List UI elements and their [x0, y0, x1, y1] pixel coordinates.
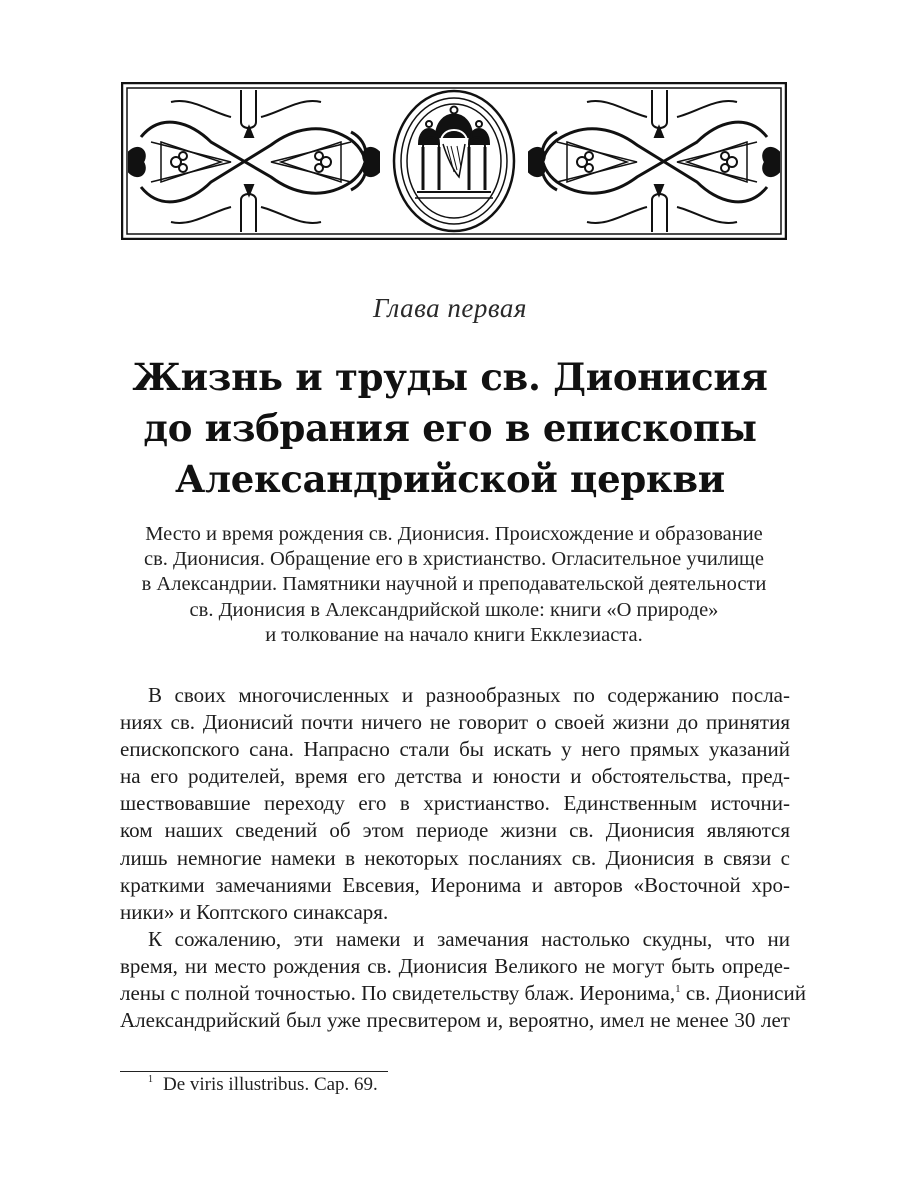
- summary-line: Место и время рождения св. Дионисия. Происхождение и образование: [145, 523, 763, 545]
- body-text: [120, 682, 806, 1034]
- body-line-text: св. Дионисий: [680, 981, 806, 1006]
- chapter-label: Глава первая: [373, 293, 527, 323]
- summary-line: св. Дионисия. Обращение его в христианство. Огласительное училище: [144, 548, 764, 571]
- footnote-text: De viris illustribus. Cap. 69.: [163, 1074, 378, 1095]
- right-interlace: [529, 90, 779, 232]
- chapter-summary: [120, 522, 788, 648]
- summary-line: в Александрии. Памятники научной и преподавательской деятельности: [141, 573, 767, 596]
- body-line: епископского сана. Напрасно стали бы искать у него прямых указаний: [120, 737, 790, 762]
- body-line: ниях св. Дионисий почти ничего не говорит о своей жизни до принятия: [120, 710, 790, 735]
- summary-line: св. Дионисия в Александрийской школе: книги «О природе»: [189, 598, 719, 621]
- body-line: [120, 980, 806, 1007]
- chapter-title: [0, 352, 900, 505]
- body-line-text: лены с полной точностью. По свидетельству блаж. Иеронима,: [120, 981, 676, 1006]
- body-line: лишь немногие намеки в некоторых посланиях св. Дионисия в связи с: [120, 845, 790, 870]
- chapter-title-line: Александрийской церкви: [175, 457, 725, 501]
- center-medallion: [394, 91, 514, 231]
- summary-line: и толкование на начало книги Екклезиаста.: [265, 623, 643, 646]
- chapter-title-line: Жизнь и труды св. Дионисия: [132, 355, 768, 399]
- body-line: В своих многочисленных и разнообразных по содержанию посла-: [148, 683, 790, 707]
- body-line: ники» и Коптского синаксаря.: [120, 899, 389, 924]
- body-line: время, ни место рождения св. Дионисия Великого не могут быть опреде-: [120, 953, 790, 978]
- footnote-reference[interactable]: 1: [675, 983, 681, 996]
- body-line: К сожалению, эти намеки и замечания настолько скудны, что ни: [148, 926, 790, 951]
- body-line: краткими замечаниями Евсевия, Иеронима и авторов «Восточной хро-: [120, 872, 790, 897]
- body-line: шествовавшие переходу его в христианство. Единственным источни-: [120, 791, 790, 816]
- body-line: Александрийский был уже пресвитером и, вероятно, имел не менее 30 лет: [120, 1008, 790, 1033]
- footnote: [148, 1074, 378, 1096]
- left-interlace: [129, 90, 379, 232]
- ornament-header-icon: [121, 82, 787, 240]
- body-line: на его родителей, время его детства и юности и обстоятельства, пред-: [120, 764, 790, 789]
- footnote-divider: [120, 1071, 388, 1072]
- chapter-title-line: до избрания его в епископы: [143, 406, 757, 450]
- footnote-number: 1: [148, 1074, 153, 1085]
- body-line: ком наших сведений об этом периоде жизни св. Дионисия являются: [120, 818, 790, 843]
